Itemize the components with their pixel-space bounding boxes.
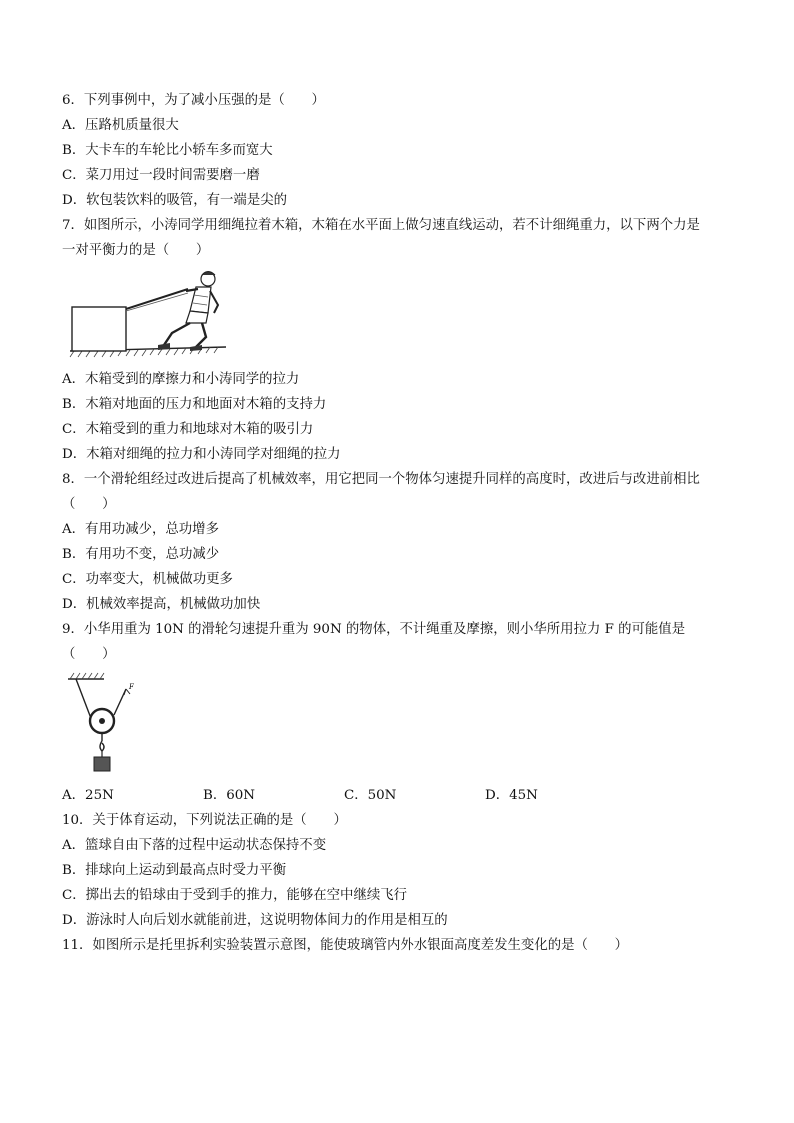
q8-option-b: B．有用功不变，总功减少 bbox=[62, 547, 220, 562]
q9-option-d: D．45N bbox=[485, 788, 538, 803]
question-6-stem: 6．下列事例中，为了减小压强的是（ ） bbox=[62, 93, 325, 108]
question-8-stem-line2: （ ） bbox=[62, 497, 116, 512]
question-7-stem-line2: 一对平衡力的是（ ） bbox=[62, 243, 210, 258]
question-9-stem-line2: （ ） bbox=[62, 647, 116, 662]
boy-pulling-box-illustration bbox=[66, 267, 236, 363]
question-11-stem: 11．如图所示是托里拆利实验装置示意图，能使玻璃管内外水银面高度差发生变化的是（ ） bbox=[62, 938, 629, 953]
q8-option-d: D．机械效率提高，机械做功加快 bbox=[62, 597, 261, 612]
q6-option-d: D．软包装饮料的吸管，有一端是尖的 bbox=[62, 193, 287, 208]
pulley-figure bbox=[64, 667, 742, 783]
q7-option-b: B．木箱对地面的压力和地面对木箱的支持力 bbox=[62, 397, 327, 412]
q8-option-c: C．功率变大，机械做功更多 bbox=[62, 572, 233, 587]
q9-options-row bbox=[62, 783, 742, 808]
q6-option-c: C．菜刀用过一段时间需要磨一磨 bbox=[62, 168, 260, 183]
exam-page bbox=[62, 88, 742, 958]
q7-option-a: A．木箱受到的摩擦力和小涛同学的拉力 bbox=[62, 372, 300, 387]
q7-option-d: D．木箱对细绳的拉力和小涛同学对细绳的拉力 bbox=[62, 447, 341, 462]
q9-option-c: C．50N bbox=[344, 788, 397, 803]
question-8-stem-line1: 8．一个滑轮组经过改进后提高了机械效率，用它把同一个物体匀速提升同样的高度时，改进后与改进前相比 bbox=[62, 472, 700, 487]
boy-pulling-box-figure bbox=[66, 267, 742, 363]
q6-option-a: A．压路机质量很大 bbox=[62, 118, 179, 133]
q6-option-b: B．大卡车的车轮比小轿车多而宽大 bbox=[62, 143, 273, 158]
q7-option-c: C．木箱受到的重力和地球对木箱的吸引力 bbox=[62, 422, 314, 437]
q10-option-d: D．游泳时人向后划水就能前进，这说明物体间力的作用是相互的 bbox=[62, 913, 448, 928]
q10-option-a: A．篮球自由下落的过程中运动状态保持不变 bbox=[62, 838, 327, 853]
question-7-stem-line1: 7．如图所示，小涛同学用细绳拉着木箱，木箱在水平面上做匀速直线运动，若不计细绳重力，以下两个力是 bbox=[62, 218, 700, 233]
q8-option-a: A．有用功减少，总功增多 bbox=[62, 522, 219, 537]
question-9-stem-line1: 9．小华用重为 10N 的滑轮匀速提升重为 90N 的物体，不计绳重及摩擦，则小华所用拉力 F 的可能值是 bbox=[62, 622, 686, 637]
q9-option-a: A．25N bbox=[62, 788, 114, 803]
question-10-stem: 10．关于体育运动，下列说法正确的是（ ） bbox=[62, 813, 347, 828]
q9-option-b: B．60N bbox=[203, 788, 255, 803]
force-label-f: F bbox=[129, 683, 134, 691]
q10-option-b: B．排球向上运动到最高点时受力平衡 bbox=[62, 863, 287, 878]
movable-pulley-illustration bbox=[64, 667, 154, 783]
q10-option-c: C．掷出去的铅球由于受到手的推力，能够在空中继续飞行 bbox=[62, 888, 408, 903]
